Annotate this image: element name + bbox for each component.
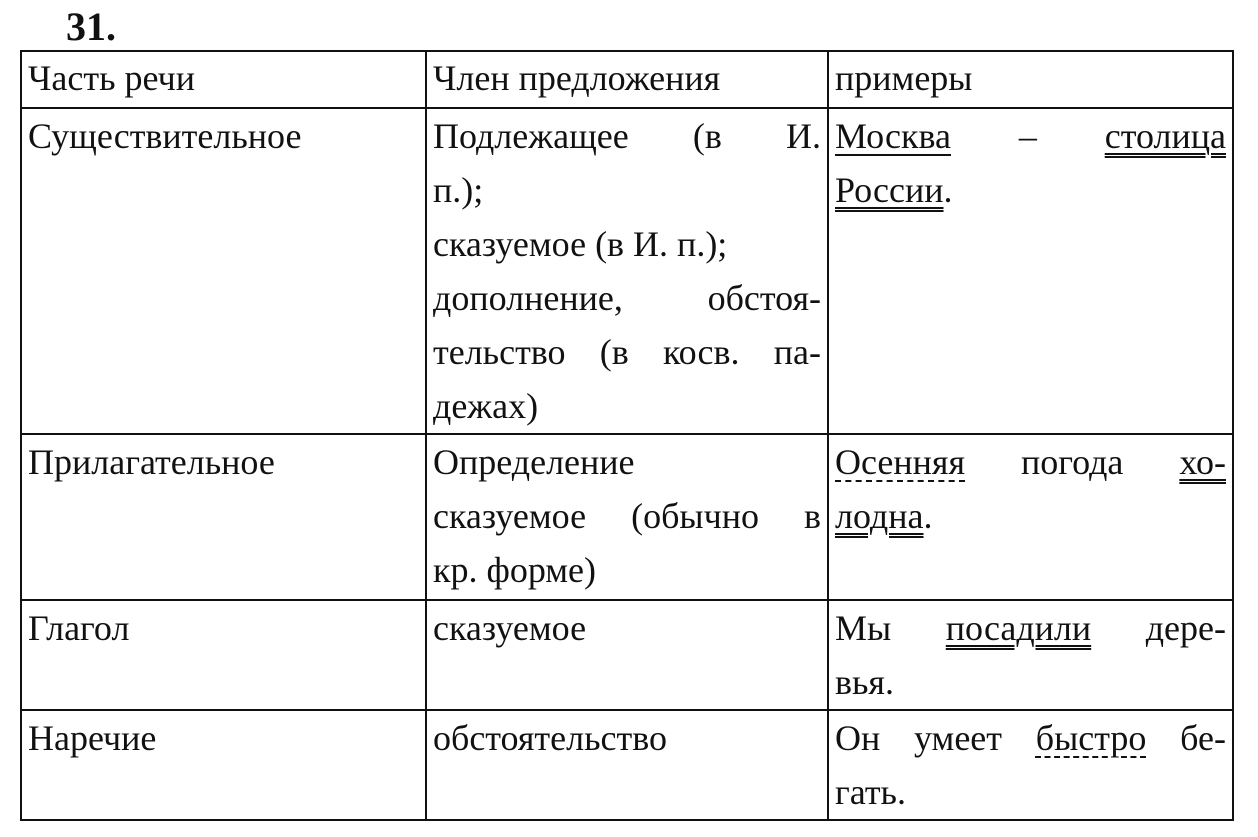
table-header-row — [21, 51, 1233, 108]
member-word: сказуемое — [433, 496, 587, 536]
table-row-adjective — [21, 434, 1233, 600]
member-line: п.); — [433, 170, 484, 210]
example-line: вья. — [835, 662, 894, 702]
member-word: обстоя- — [707, 278, 821, 318]
member-line: Определение — [433, 442, 635, 482]
part-of-speech-cell — [21, 710, 426, 820]
example-attribute: Осенняя — [835, 442, 966, 482]
member-line: сказуемое — [433, 608, 587, 648]
member-word: Подлежащее — [433, 116, 629, 156]
member-line — [433, 489, 821, 543]
example-predicate: посадили — [945, 608, 1092, 648]
member-word: тельство — [433, 332, 566, 372]
example-predicate: лодна — [835, 496, 924, 536]
member-line: обстоятельство — [433, 718, 667, 758]
example-line — [835, 109, 1226, 163]
example-subject: Москва — [835, 116, 951, 156]
member-word: дополнение, — [433, 278, 623, 318]
part-of-speech-label: Наречие — [28, 718, 157, 758]
part-of-speech-cell — [21, 600, 426, 710]
part-of-speech-cell — [21, 434, 426, 600]
sentence-member-cell — [426, 600, 828, 710]
sentence-member-cell — [426, 108, 828, 434]
example-predicate: хо- — [1179, 442, 1226, 482]
example-line — [835, 163, 1226, 217]
header-sentence-member: Член предложения — [426, 51, 828, 108]
member-line: дежах) — [433, 386, 539, 426]
example-dash: – — [1018, 116, 1037, 156]
member-word: И. — [786, 116, 821, 156]
header-part-of-speech: Часть речи — [21, 51, 426, 108]
example-punctuation: . — [943, 170, 953, 210]
example-line — [835, 601, 1226, 655]
example-word: погода — [1021, 442, 1124, 482]
member-word: косв. — [663, 332, 740, 372]
member-line: сказуемое (в И. п.); — [433, 224, 728, 264]
table-row-adverb — [21, 710, 1233, 820]
example-word: бе- — [1180, 718, 1226, 758]
member-line — [433, 325, 821, 379]
member-line: кр. форме) — [433, 550, 597, 590]
part-of-speech-label: Глагол — [28, 608, 130, 648]
part-of-speech-label: Прилагательное — [28, 442, 275, 482]
example-predicate: России — [835, 170, 944, 210]
example-cell — [828, 600, 1233, 710]
header-examples: примеры — [828, 51, 1233, 108]
example-punctuation: . — [923, 496, 933, 536]
table-row-noun — [21, 108, 1233, 434]
member-line — [433, 271, 821, 325]
example-line — [835, 489, 1226, 543]
example-line — [835, 711, 1226, 765]
example-word: дере- — [1145, 608, 1226, 648]
example-adverbial: быстро — [1035, 718, 1147, 758]
member-word: (в — [599, 332, 629, 372]
example-word: Он — [835, 718, 881, 758]
sentence-member-cell — [426, 710, 828, 820]
example-word: Мы — [835, 608, 892, 648]
example-line: гать. — [835, 772, 906, 812]
member-word: (в — [692, 116, 722, 156]
exercise-number: 31. — [66, 4, 116, 49]
example-cell — [828, 434, 1233, 600]
member-line — [433, 109, 821, 163]
table-row-verb — [21, 600, 1233, 710]
part-of-speech-cell — [21, 108, 426, 434]
example-line — [835, 435, 1226, 489]
example-word: умеет — [914, 718, 1003, 758]
member-word: па- — [773, 332, 821, 372]
sentence-member-cell — [426, 434, 828, 600]
grammar-table — [20, 50, 1234, 821]
example-cell — [828, 108, 1233, 434]
example-cell — [828, 710, 1233, 820]
example-predicate: столица — [1104, 116, 1226, 156]
part-of-speech-label: Существительное — [28, 116, 302, 156]
member-word: в — [803, 496, 821, 536]
member-word: (обычно — [631, 496, 759, 536]
